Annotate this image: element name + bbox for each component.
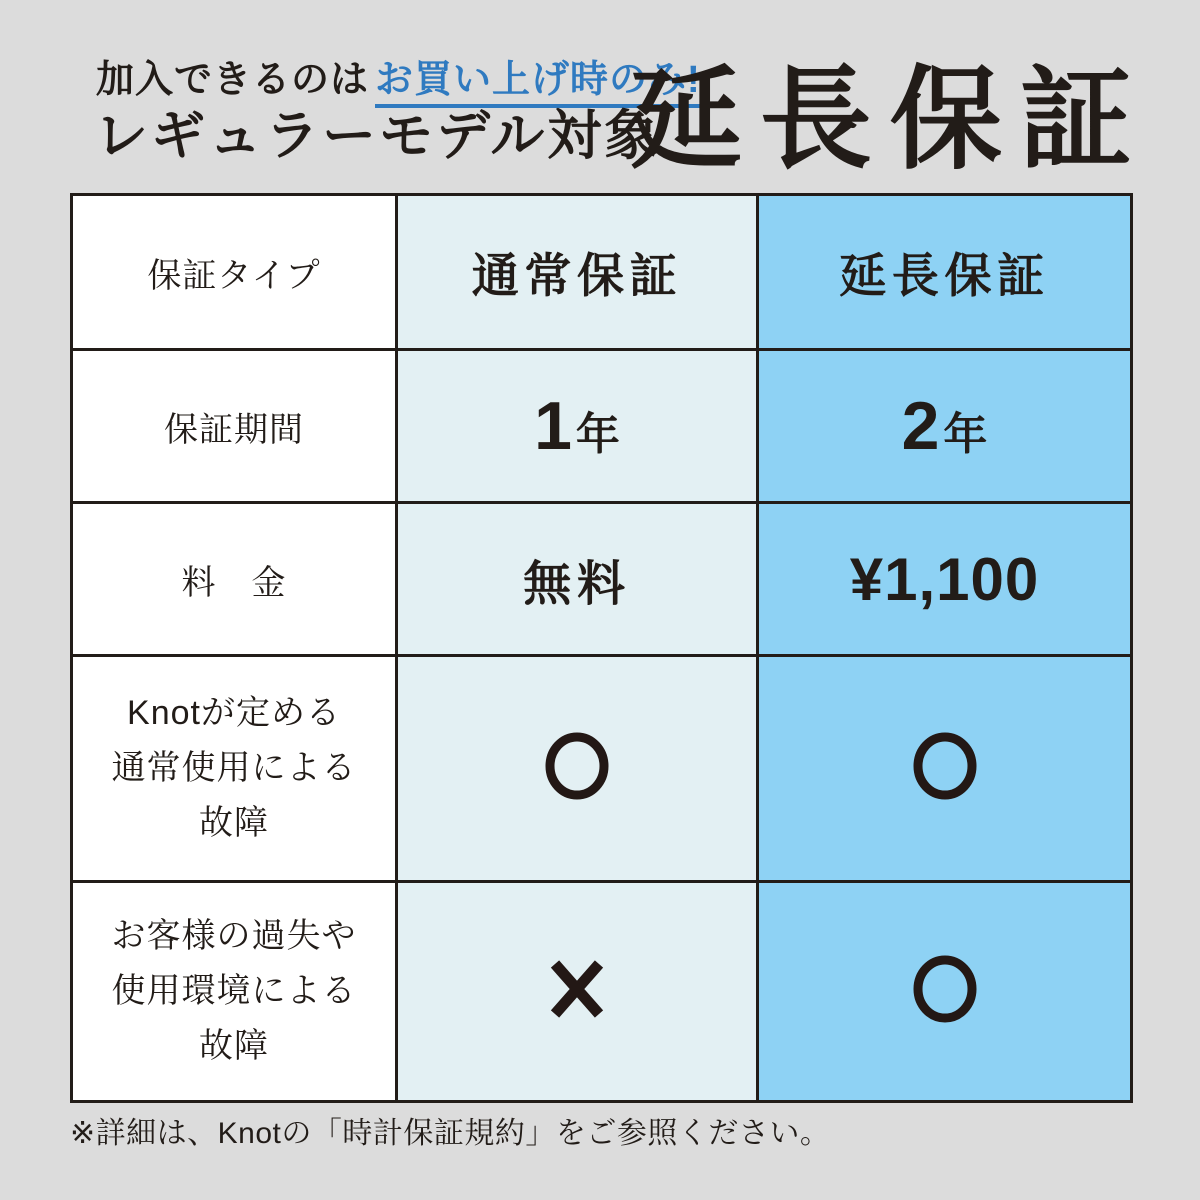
user-fault-failure-label	[72, 882, 397, 1102]
warranty-period-row	[72, 350, 1132, 503]
user-fault-normal-warranty-cell	[397, 882, 758, 1102]
label-line: 故障	[199, 804, 269, 843]
period-normal-unit: 年	[575, 410, 620, 459]
price-row-label: 料 金	[72, 503, 397, 656]
table-header-row	[72, 195, 1132, 350]
label-line: お客様の過失や	[111, 916, 357, 955]
label-line: 使用環境による	[111, 971, 357, 1010]
normal-use-extended-warranty-cell	[758, 656, 1132, 882]
intro-text-blue-underlined: お買い上げ時のみ!	[375, 59, 701, 108]
normal-warranty-header: 通常保証	[397, 195, 758, 350]
period-row-label: 保証期間	[72, 350, 397, 503]
cross-mark	[541, 953, 613, 1025]
label-line: 通常使用による	[111, 748, 357, 787]
subtitle-regular-model: レギュラーモデル対象	[94, 106, 662, 166]
page-title-extended-warranty: 延長保証	[630, 57, 1150, 182]
intro-text-black: 加入できるのは	[96, 59, 370, 101]
price-extended-cell: ¥1,100	[758, 503, 1132, 656]
circle-mark	[541, 730, 613, 802]
label-line: 故障	[199, 1027, 269, 1066]
normal-use-failure-label	[72, 656, 397, 882]
user-fault-extended-warranty-cell	[758, 882, 1132, 1102]
period-extended-unit: 年	[943, 410, 988, 459]
footnote-terms-reference: ※詳細は、Knotの「時計保証規約」をご参照ください。	[70, 1117, 831, 1150]
warranty-type-header: 保証タイプ	[72, 195, 397, 350]
user-fault-failure-row	[72, 882, 1132, 1102]
extended-warranty-header: 延長保証	[758, 195, 1132, 350]
intro-line	[96, 58, 701, 104]
price-normal-cell: 無料	[397, 503, 758, 656]
price-row	[72, 503, 1132, 656]
period-extended-number: 2	[901, 388, 940, 464]
period-normal-cell	[397, 350, 758, 503]
normal-use-failure-row	[72, 656, 1132, 882]
period-extended-cell	[758, 350, 1132, 503]
circle-mark	[909, 730, 981, 802]
period-normal-number: 1	[534, 388, 572, 464]
warranty-comparison-table	[70, 193, 1133, 1103]
circle-mark	[909, 953, 981, 1025]
label-line: Knotが定める	[127, 693, 341, 732]
normal-use-normal-warranty-cell	[397, 656, 758, 882]
